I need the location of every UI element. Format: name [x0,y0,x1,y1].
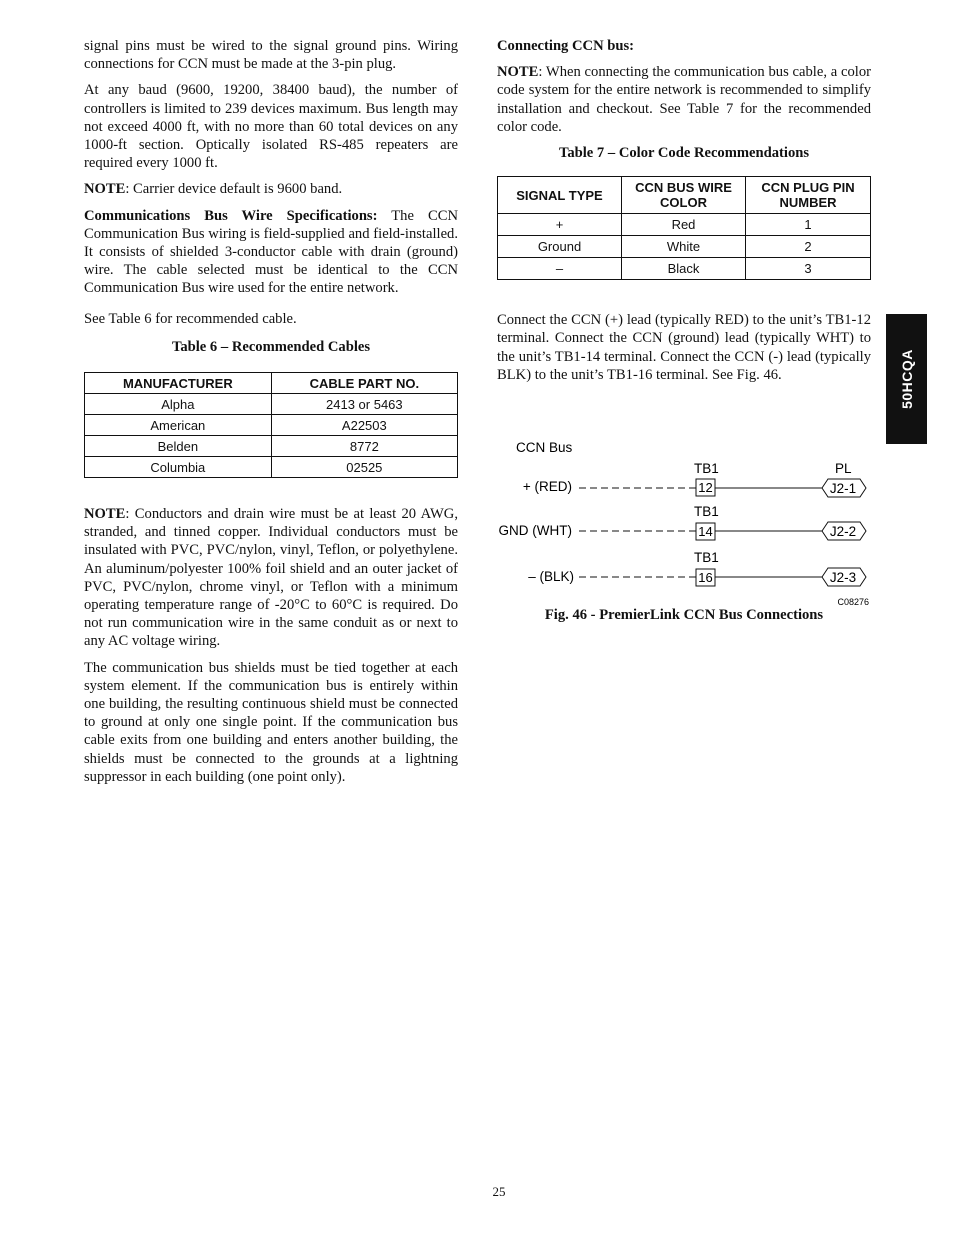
figure46-caption: Fig. 46 - PremierLink CCN Bus Connections [544,607,824,623]
paragraph-signal-pins: signal pins must be wired to the signal ground pins. Wiring connections for CCN must be made at the 3-pin plug. [84,38,458,73]
table6-cell: A22503 [271,415,457,436]
note-default-baud [84,180,458,198]
table-row [85,436,458,457]
table7-cell: 1 [746,214,871,236]
ccn-bus-label: CCN Bus [516,440,573,455]
table7-header: CCN PLUG PIN NUMBER [746,177,871,214]
wire-spec-text: The CCN Communication Bus wiring is field-supplied and field-installed. It consists of shielded 3-conductor cable with drain (ground) wire. The cable selected must be identical to the CCN Communication Bus wire used for the entire network. [84,207,458,297]
table7-cell: 2 [746,236,871,258]
table6-cell: American [85,415,272,436]
plug-label-j2-3: J2-3 [829,570,857,585]
plug-label-j2-1: J2-1 [829,481,857,496]
table6-cell: 02525 [271,457,457,478]
signal-label-red: + (RED) [522,479,572,494]
table6-cell: 2413 or 5463 [271,394,457,415]
tb1-label: TB1 [694,461,719,476]
note-text: : When connecting the communication bus cable, a color code system for the entire network is recommended to simplify installation and checkout. See Table 7 for the recommended color code. [497,64,871,135]
terminal-16: 16 [698,570,713,585]
signal-label-wht: GND (WHT) [498,523,572,538]
note-conductors [84,505,458,651]
paragraph-wire-spec [84,207,458,298]
paragraph-see-table6: See Table 6 for recommended cable. [84,310,297,327]
table7-cell: + [498,214,622,236]
paragraph-baud: At any baud (9600, 19200, 38400 baud), the number of controllers is limited to 239 devices maximum. Bus length may not exceed 4000 ft, with no more than 60 total devices on any 1000-ft section. Optically isolated RS-485 repeaters are required every 1000 ft. [84,82,458,172]
connecting-ccn-bus-heading: Connecting CCN bus: [497,38,635,54]
table6-cell: Columbia [85,457,272,478]
wire-spec-heading: Communications Bus Wire Specifications: [84,207,378,224]
note-label: NOTE [84,181,126,198]
table7-cell: Black [622,258,746,280]
table6-cell: 8772 [271,436,457,457]
table-row [85,457,458,478]
plug-label-j2-2: J2-2 [829,524,857,539]
table-row [85,394,458,415]
table7-cell: – [498,258,622,280]
table7-cell: Red [622,214,746,236]
terminal-12: 12 [698,480,713,495]
section-heading [497,37,871,55]
table-row [85,415,458,436]
table6-header: MANUFACTURER [85,373,272,394]
table7-header: CCN BUS WIRE COLOR [622,177,746,214]
table-row [498,214,871,236]
table7-caption: Table 7 – Color Code Recommendations [558,145,810,162]
table7-header-row [498,177,871,214]
table7-color-codes [497,176,871,280]
signal-label-blk: – (BLK) [528,569,574,584]
table6-cell: Belden [85,436,272,457]
table-row [498,236,871,258]
table6-caption: Table 6 – Recommended Cables [171,338,371,355]
note-label: NOTE [84,506,126,523]
table6-header-row [85,373,458,394]
side-tab [886,314,927,444]
side-tab-label: 50HCQA [898,349,915,409]
note-color-code [497,63,871,136]
left-column [84,37,458,794]
figure-code: C08276 [837,597,869,607]
table6-recommended-cables [84,372,458,478]
terminal-14: 14 [698,524,713,539]
table6-cell: Alpha [85,394,272,415]
table-row [498,258,871,280]
page-number: 25 [492,1184,506,1199]
table7-cell: White [622,236,746,258]
table6-header: CABLE PART NO. [271,373,457,394]
pl-label: PL [835,461,852,476]
table7-cell: 3 [746,258,871,280]
paragraph-connect-leads: Connect the CCN (+) lead (typically RED) to the unit’s TB1-12 terminal. Connect the CCN (ground) lead (typically WHT) to the unit’s TB1-14 terminal. Connect the CCN (-) lead (typically BLK) to the unit’s TB1-16 terminal. See Fig. 46. [497,312,871,383]
note-label: NOTE [497,64,539,81]
table7-cell: Ground [498,236,622,258]
paragraph-shields: The communication bus shields must be tied together at each system element. If the communication bus is entirely within one building, the resulting continuous shield must be connected to ground at only one single point. If the communication bus cable exits from one building and enters another building, the shields must be connected to the grounds at a lightning suppressor in each building (one point only). [84,659,458,785]
right-column [497,37,871,392]
tb1-label: TB1 [694,550,719,565]
note-text: : Carrier device default is 9600 band. [125,181,343,198]
tb1-label: TB1 [694,504,719,519]
table7-header: SIGNAL TYPE [498,177,622,214]
note-text: : Conductors and drain wire must be at least 20 AWG, stranded, and tinned copper. Individual conductors must be insulated with PVC, PVC/nylon, vinyl, Teflon, or polyethylene. An aluminum/polyester 100% foil shield and an outer jacket of PVC, PVC/nylon, chrome vinyl, or Teflon with a minimum operating temperature range of -20°C to 60°C is required. Do not run communication wire in the same conduit as or next to any AC voltage wiring. [84,506,458,650]
